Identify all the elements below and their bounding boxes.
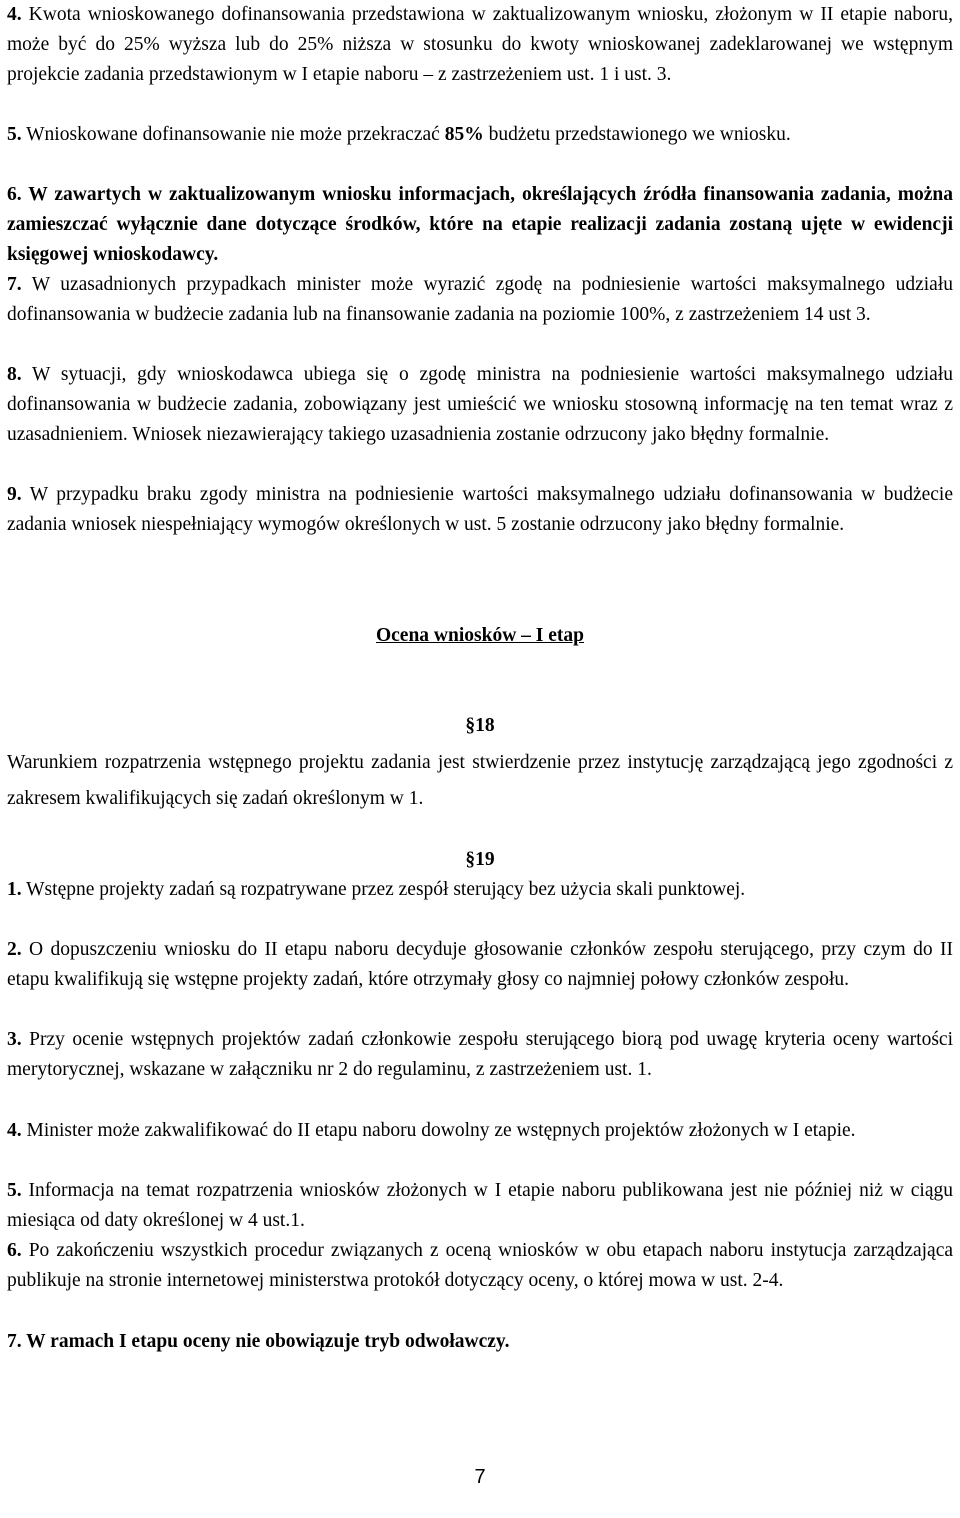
item-text: Po zakończeniu wszystkich procedur związanych z oceną wniosków w obu etapach naboru instytucja zarządzająca publikuje na stronie internetowej ministerstwa protokół dotyczący oceny, o której mowa w ust. 2-4. <box>7 1240 954 1291</box>
item-text: Wstępne projekty zadań są rozpatrywane przez zespół sterujący bez użycia skali punktowej. <box>26 879 746 900</box>
p19-item-7 <box>7 1327 953 1357</box>
item-5 <box>7 120 953 150</box>
item-text: Wnioskowane dofinansowanie nie może przekraczać <box>26 124 445 145</box>
item-6 <box>7 180 953 270</box>
item-number: 6. <box>7 184 22 205</box>
paragraph-18-label: §18 <box>465 715 495 736</box>
item-text: Minister może zakwalifikować do II etapu naboru dowolny ze wstępnych projektów złożonych w I etapie. <box>26 1120 856 1141</box>
item-number: 6. <box>7 1240 22 1261</box>
item-number: 1. <box>7 879 22 900</box>
section-title: Ocena wniosków – I etap <box>375 625 585 646</box>
paragraph-sign-icon: § <box>465 849 476 870</box>
item-4 <box>7 0 953 90</box>
p19-item-3 <box>7 1025 953 1085</box>
paragraph-sign-icon: § <box>465 715 476 736</box>
item-7 <box>7 270 953 330</box>
paragraph-18-text: Warunkiem rozpatrzenia wstępnego projektu zadania jest stwierdzenie przez instytucję zarządzającą jego zgodności z zakresem kwalifikujących się zadań określonym w 1. <box>7 752 953 809</box>
p19-item-6 <box>7 1236 953 1296</box>
item-number: 7. <box>7 274 22 295</box>
item-text: Kwota wnioskowanego dofinansowania przedstawiona w zaktualizowanym wniosku, złożonym w II etapie naboru, może być do 25% wyższa lub do 25% niższa w stosunku do kwoty wnioskowanej zadeklarowanej we wstępnym projekcie zadania przedstawionym w I etapie naboru – z zastrzeżeniem ust. 1 i ust. 3. <box>7 4 954 85</box>
item-number: 4. <box>7 1120 22 1141</box>
paragraph-19-label: §19 <box>465 849 495 870</box>
item-text: W zawartych w zaktualizowanym wniosku informacjach, określających źródła finansowania zadania, można zamieszczać wyłącznie dane dotyczące środków, które na etapie realizacji zadania zostaną ujęte w ewidencji księgowej wnioskodawcy. <box>7 184 953 265</box>
item-number: 9. <box>7 484 22 505</box>
item-text: budżetu przedstawionego we wniosku. <box>483 124 791 145</box>
item-number: 7. <box>7 1331 22 1352</box>
item-text: W ramach I etapu oceny nie obowiązuje tryb odwoławczy. <box>26 1331 510 1352</box>
item-text: W sytuacji, gdy wnioskodawca ubiega się o zgodę ministra na podniesienie wartości maksymalnego udziału dofinansowania w budżecie zadania, zobowiązany jest umieścić we wniosku stosowną informację na ten temat wraz z uzasadnieniem. Wniosek niezawierający takiego uzasadnienia zostanie odrzucony jako błędny formalnie. <box>7 364 953 445</box>
item-text: W przypadku braku zgody ministra na podniesienie wartości maksymalnego udziału dofinansowania w budżecie zadania wniosek niespełniający wymogów określonych w ust. 5 zostanie odrzucony jako błędny formalnie. <box>7 484 953 535</box>
item-text: W uzasadnionych przypadkach minister może wyrazić zgodę na podniesienie wartości maksymalnego udziału dofinansowania w budżecie zadania lub na finansowanie zadania na poziomie 100%, z zastrzeżeniem 14 ust 3. <box>7 274 953 325</box>
item-number: 5. <box>7 1180 22 1201</box>
p19-item-2 <box>7 935 953 995</box>
item-9 <box>7 480 953 540</box>
item-number: 8. <box>7 364 22 385</box>
item-text: Informacja na temat rozpatrzenia wniosków złożonych w I etapie naboru publikowana jest nie później niż w ciągu miesiąca od daty określonej w 4 ust.1. <box>7 1180 953 1231</box>
item-text: Przy ocenie wstępnych projektów zadań członkowie zespołu sterującego biorą pod uwagę kryteria oceny wartości merytorycznej, wskazane w załączniku nr 2 do regulaminu, z zastrzeżeniem ust. 1. <box>7 1029 953 1080</box>
item-number: 3. <box>7 1029 22 1050</box>
p19-item-4 <box>7 1116 953 1146</box>
item-text: O dopuszczeniu wniosku do II etapu naboru decyduje głosowanie członków zespołu sterującego, przy czym do II etapu kwalifikują się wstępne projekty zadań, które otrzymały głosy co najmniej połowy członków zespołu. <box>7 939 954 990</box>
item-8 <box>7 360 953 450</box>
p19-item-1 <box>7 875 953 905</box>
item-number: 4. <box>7 4 22 25</box>
item-text-bold: 85% <box>444 124 484 145</box>
item-number: 2. <box>7 939 22 960</box>
item-number: 5. <box>7 124 22 145</box>
page-number: 7 <box>474 1466 486 1488</box>
p19-item-5 <box>7 1176 953 1236</box>
